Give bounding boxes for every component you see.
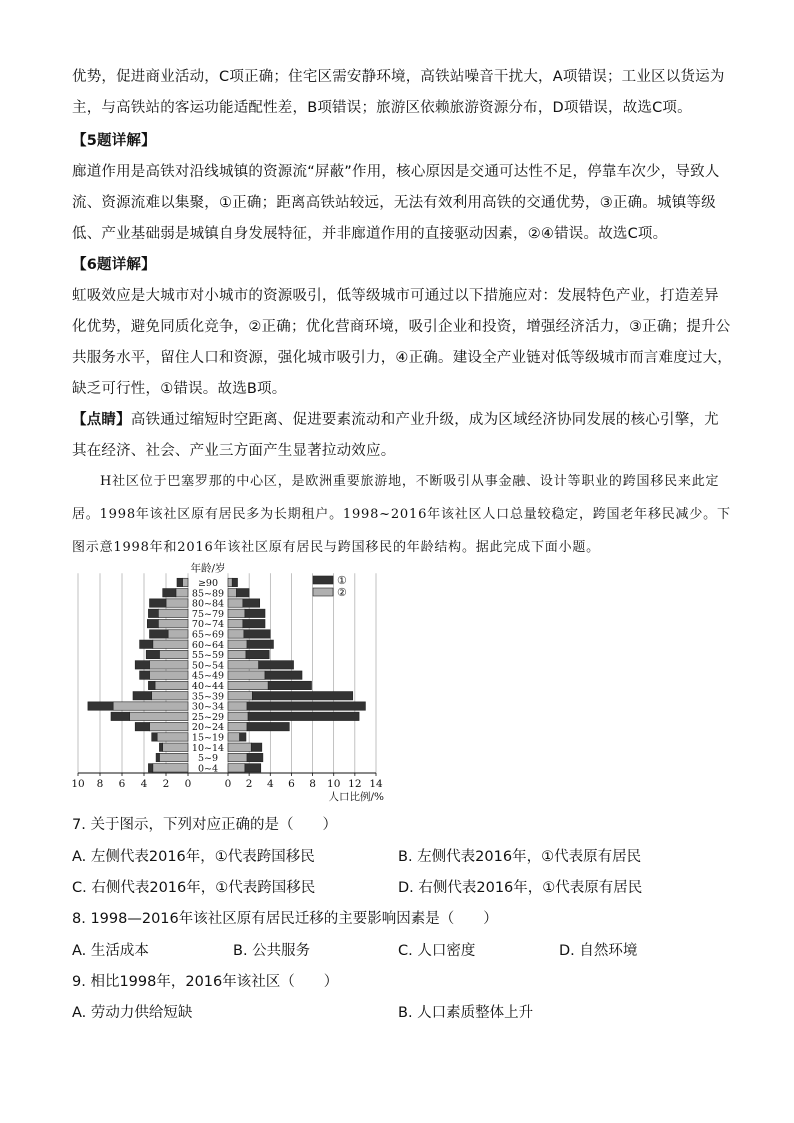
question-intro: H社区位于巴塞罗那的中心区，是欧洲重要旅游地，不断吸引从事金融、设计等职业的跨国移民来此定居。1998年该社区原有居民多为长期租户。1998~2016年该社区人口总量较稳定，跨国老年移民减少。下图示意1998年和2016年该社区原有居民与跨国移民的年龄结构。据此完成下面小题。	[72, 474, 731, 555]
question-7-option-a[interactable]: A. 左侧代表2016年，①代表跨国移民	[72, 849, 315, 865]
age-tick-label: 30~34	[191, 701, 225, 713]
x-tick-label-right: 4	[266, 778, 274, 790]
bar-right-series2	[228, 640, 247, 648]
age-tick-label: 20~24	[191, 722, 225, 734]
bar-left-series2	[166, 599, 188, 607]
bar-left-series2	[159, 650, 188, 658]
age-tick-label: 40~44	[191, 680, 225, 692]
bar-left-series1	[156, 753, 159, 761]
x-tick-label-right: 0	[224, 778, 232, 790]
legend-label: ②	[337, 586, 347, 599]
bar-right-series1	[245, 609, 265, 617]
tip-text: 高铁通过缩短时空距离、促进要素流动和产业升级，成为区域经济协同发展的核心引擎，尤其在经济、社会、产业三方面产生显著拉动效应。	[72, 412, 719, 459]
bar-left-series1	[111, 712, 130, 720]
age-tick-label: 55~59	[191, 650, 225, 662]
bar-left-series1	[88, 702, 113, 710]
age-tick-label: 75~79	[191, 608, 225, 620]
question-8-stem: 8. 1998—2016年该社区原有居民迁移的主要影响因素是（ ）	[72, 911, 498, 927]
age-tick-label: 35~39	[191, 691, 225, 703]
bar-left-series2	[158, 609, 188, 617]
answer-paragraph-6: 虹吸效应是大城市对小城市的资源吸引，低等级城市可通过以下措施应对：发展特色产业，打造差异化优势，避免同质化竞争，②正确；优化营商环境，吸引企业和投资，增强经济活力，③正确；提升公共服务水平，留住人口和资源，强化城市吸引力，④正确。建设全产业链对低等级城市而言难度过大，缺乏可行性，①错误。故选B项。	[72, 288, 732, 397]
x-tick-label-right: 6	[288, 778, 295, 790]
age-tick-label: 80~84	[191, 598, 225, 610]
x-tick-label-right: 14	[369, 778, 383, 790]
bar-right-series2	[228, 671, 265, 679]
age-tick-label: 45~49	[191, 670, 225, 682]
question-7-stem: 7. 关于图示，下列对应正确的是（ ）	[72, 817, 337, 833]
bar-right-series2	[228, 712, 248, 720]
tip-label: 【点睛】	[72, 412, 131, 428]
population-pyramid-chart	[60, 560, 400, 810]
bar-right-series2	[228, 630, 244, 638]
x-tick-label-right: 10	[327, 778, 341, 790]
x-tick-label-right: 8	[309, 778, 316, 790]
bar-right-series2	[228, 681, 268, 689]
question-9-option-a[interactable]: A. 劳动力供给短缺	[72, 1005, 193, 1021]
bar-left-series2	[113, 702, 188, 710]
bar-right-series1	[232, 578, 237, 586]
age-tick-label: 70~74	[191, 619, 225, 631]
age-tick-label: 85~89	[191, 588, 225, 600]
bar-left-series1	[140, 671, 150, 679]
x-tick-label-left: 4	[140, 778, 148, 790]
bar-right-series1	[252, 692, 352, 700]
age-tick-label: 10~14	[191, 742, 225, 754]
question-8-option-d[interactable]: D. 自然环境	[559, 943, 638, 959]
bar-right-series1	[268, 681, 311, 689]
bar-right-series2	[228, 743, 251, 751]
bar-right-series1	[243, 599, 260, 607]
bar-left-series2	[158, 619, 188, 627]
bar-left-series1	[147, 619, 158, 627]
bar-right-series1	[236, 589, 249, 597]
question-7-option-d[interactable]: D. 右侧代表2016年，①代表原有居民	[398, 880, 643, 896]
bar-left-series1	[135, 722, 149, 730]
heading-q6-explanation: 【6题详解】	[72, 257, 156, 273]
bar-left-series2	[153, 640, 188, 648]
x-tick-label-right: 2	[245, 778, 253, 790]
x-tick-label-left: 8	[96, 778, 104, 790]
x-tick-label-left: 10	[71, 778, 85, 790]
age-tick-label: 15~19	[191, 732, 225, 744]
bar-right-series2	[228, 764, 245, 772]
bar-right-series2	[228, 589, 236, 597]
bar-left-series1	[177, 578, 183, 586]
bar-right-series2	[228, 650, 246, 658]
bar-right-series1	[247, 753, 263, 761]
bar-left-series1	[140, 640, 153, 648]
bar-left-series1	[150, 630, 169, 638]
bar-right-series2	[228, 722, 247, 730]
bar-left-series1	[159, 743, 162, 751]
question-8-option-b[interactable]: B. 公共服务	[233, 943, 311, 959]
age-tick-label: 50~54	[191, 660, 225, 672]
age-tick-label: 65~69	[191, 629, 225, 641]
bar-right-series2	[228, 619, 243, 627]
bar-right-series2	[228, 578, 232, 586]
bar-right-series2	[228, 599, 243, 607]
bar-right-series1	[247, 722, 289, 730]
bar-right-series1	[245, 764, 261, 772]
bar-right-series2	[228, 609, 245, 617]
bar-left-series2	[150, 722, 189, 730]
question-7-option-b[interactable]: B. 左侧代表2016年，①代表原有居民	[398, 849, 642, 865]
answer-paragraph-4: 优势，促进商业活动，C项正确；住宅区需安静环境，高铁站噪音干扰大，A项错误；工业区以货运为主，与高铁站的客运功能适配性差，B项错误；旅游区依赖旅游资源分布，D项错误，故选C项。	[72, 69, 725, 116]
bar-left-series1	[148, 764, 152, 772]
bar-left-series1	[148, 609, 158, 617]
answer-paragraph-5: 廊道作用是高铁对沿线城镇的资源流“屏蔽”作用，核心原因是交通可达性不足，停靠车次少，导致人流、资源流难以集聚，①正确；距离高铁站较远，无法有效利用高铁的交通优势，③正确。城镇等级低、产业基础弱是城镇自身发展特征，并非廊道作用的直接驱动因素，②④错误。故选C项。	[72, 164, 720, 242]
tip-paragraph	[72, 405, 732, 467]
age-tick-label: 5~9	[197, 753, 219, 765]
heading-q5-explanation: 【5题详解】	[72, 133, 156, 149]
legend-label: ①	[337, 574, 347, 587]
question-8-option-a[interactable]: A. 生活成本	[72, 943, 149, 959]
bar-right-series2	[228, 692, 252, 700]
bar-right-series2	[228, 702, 247, 710]
bar-left-series2	[163, 743, 188, 751]
bar-left-series2	[130, 712, 188, 720]
bar-left-series1	[135, 661, 149, 669]
x-axis-label: 人口比例/%	[328, 791, 384, 803]
bar-right-series1	[243, 619, 265, 627]
age-tick-label: 25~29	[191, 711, 225, 723]
bar-right-series1	[240, 733, 246, 741]
x-tick-label-left: 2	[162, 778, 170, 790]
legend-swatch	[313, 588, 333, 596]
question-9-stem: 9. 相比1998年，2016年该社区（ ）	[72, 974, 339, 990]
bar-right-series1	[251, 743, 262, 751]
x-tick-label-left: 6	[118, 778, 126, 790]
bar-left-series2	[155, 681, 188, 689]
x-tick-label-left: 0	[184, 778, 192, 790]
bar-left-series1	[146, 650, 159, 658]
bar-right-series1	[247, 702, 365, 710]
age-tick-label: ≥90	[197, 577, 219, 589]
bar-right-series1	[247, 640, 273, 648]
bar-right-series1	[259, 661, 294, 669]
bar-left-series2	[150, 671, 189, 679]
bar-left-series2	[152, 692, 188, 700]
x-tick-label-right: 12	[348, 778, 362, 790]
bar-right-series2	[228, 733, 240, 741]
question-9-option-b[interactable]: B. 人口素质整体上升	[398, 1005, 534, 1021]
bar-left-series2	[168, 630, 188, 638]
bar-left-series1	[152, 733, 158, 741]
bar-left-series2	[157, 733, 188, 741]
bar-left-series1	[163, 589, 176, 597]
bar-right-series1	[244, 630, 270, 638]
bar-right-series2	[228, 753, 247, 761]
question-7-option-c[interactable]: C. 右侧代表2016年，①代表跨国移民	[72, 880, 316, 896]
bar-left-series2	[150, 661, 189, 669]
bar-left-series2	[153, 764, 188, 772]
question-8-option-c[interactable]: C. 人口密度	[398, 943, 476, 959]
bar-left-series2	[183, 578, 189, 586]
bar-right-series1	[265, 671, 302, 679]
legend-swatch	[313, 576, 333, 584]
bar-right-series1	[246, 650, 269, 658]
age-tick-label: 0~4	[197, 763, 219, 775]
bar-right-series2	[228, 661, 259, 669]
y-axis-label: 年龄/岁	[190, 562, 226, 575]
age-tick-label: 60~64	[191, 639, 225, 651]
bar-left-series1	[148, 681, 155, 689]
bar-left-series2	[176, 589, 188, 597]
bar-left-series2	[159, 753, 188, 761]
bar-left-series1	[133, 692, 152, 700]
bar-left-series1	[150, 599, 167, 607]
bar-right-series1	[248, 712, 359, 720]
